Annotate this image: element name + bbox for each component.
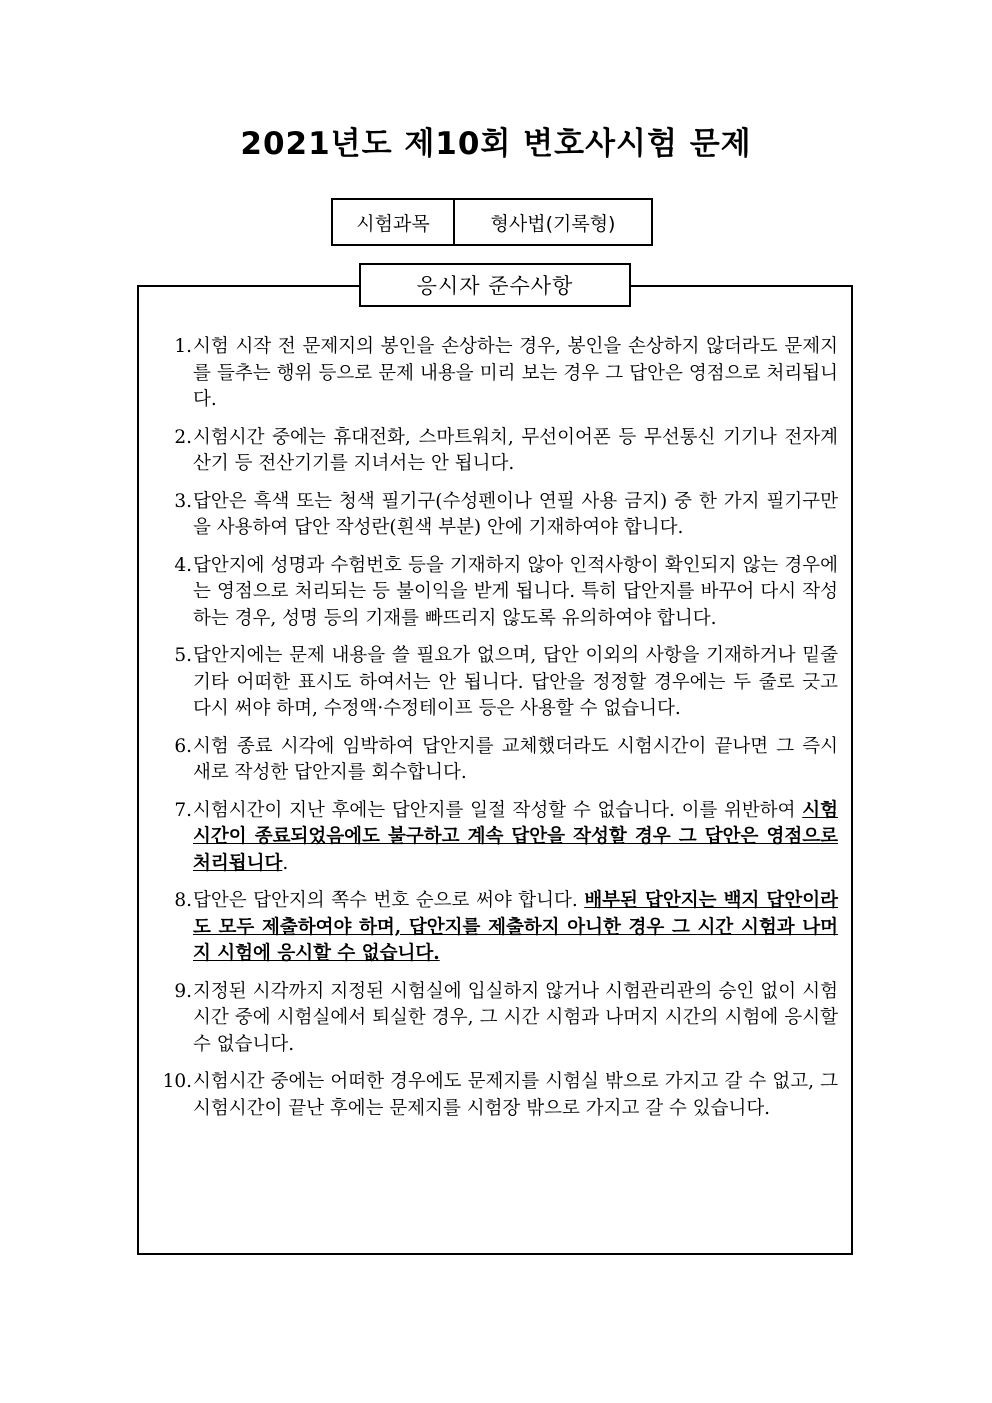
rule-number: 5.	[174, 645, 192, 666]
rule-text-tail: .	[282, 852, 289, 874]
rule-number: 6.	[174, 735, 192, 757]
rule-text: 시험시간 중에는 휴대전화, 스마트워치, 무선이어폰 등 무선통신 기기나 전자계산기 등 전산기기를 지녀서는 안 됩니다.	[193, 426, 838, 474]
rule-item	[156, 888, 838, 968]
rule-text-plain: 답안은 답안지의 쪽수 번호 순으로 써야 합니다.	[193, 890, 585, 911]
rule-item	[156, 643, 838, 723]
rule-text: 답안지에 성명과 수험번호 등을 기재하지 않아 인적사항이 확인되지 않는 경우에는 영점으로 처리되는 등 불이익을 받게 됩니다. 특히 답안지를 바꾸어 다시 작성하는 경우, 성명 등의 기재를 빠뜨리지 않도록 유의하여야 합니다.	[193, 554, 838, 629]
rule-number: 2.	[174, 426, 192, 448]
rule-item	[156, 798, 838, 878]
rule-text	[193, 798, 838, 878]
rule-number: 3.	[174, 490, 192, 512]
subject-table	[331, 198, 653, 246]
rules-list	[156, 334, 838, 1133]
rule-text-plain: 시험시간이 지난 후에는 답안지를 일절 작성할 수 없습니다. 이를 위반하여	[193, 799, 803, 821]
rule-text-emphasis: 시험시간이 종료되었음에도 불구하고 계속 답안을 작성할 경우 그 답안은 영점으로 처리됩니다	[193, 799, 838, 874]
rule-text: 답안은 흑색 또는 청색 필기구(수성펜이나 연필 사용 금지) 중 한 가지 필기구만을 사용하여 답안 작성란(흰색 부분) 안에 기재하여야 합니다.	[193, 490, 838, 538]
rule-text: 시험시간 중에는 어떠한 경우에도 문제지를 시험실 밖으로 가지고 갈 수 없고, 그 시험시간이 끝난 후에는 문제지를 시험장 밖으로 가지고 갈 수 있습니다.	[193, 1071, 838, 1119]
rule-item	[156, 553, 838, 633]
page-title: 2021년도 제10회 변호사시험 문제	[240, 126, 752, 162]
rule-number: 8.	[174, 890, 192, 911]
rule-item	[156, 334, 838, 414]
rule-number: 1.	[174, 336, 192, 357]
rule-text: 지정된 시각까지 지정된 시험실에 입실하지 않거나 시험관리관의 승인 없이 시험시간 중에 시험실에서 퇴실한 경우, 그 시간 시험과 나머지 시간의 시험에 응시할 수 없습니다.	[193, 980, 838, 1055]
rule-text: 시험 종료 시각에 임박하여 답안지를 교체했더라도 시험시간이 끝나면 그 즉시 새로 작성한 답안지를 회수합니다.	[193, 735, 838, 783]
rule-item	[156, 425, 838, 478]
rule-item	[156, 1069, 838, 1122]
subject-value: 형사법(기록형)	[490, 212, 616, 235]
rule-text	[193, 888, 838, 968]
rule-text: 답안지에는 문제 내용을 쓸 필요가 없으며, 답안 이외의 사항을 기재하거나 밑줄 기타 어떠한 표시도 하여서는 안 됩니다. 답안을 정정할 경우에는 두 줄로 긋고 다시 써야 하며, 수정액·수정테이프 등은 사용할 수 없습니다.	[193, 645, 838, 719]
rule-text: 시험 시작 전 문제지의 봉인을 손상하는 경우, 봉인을 손상하지 않더라도 문제지를 들추는 행위 등으로 문제 내용을 미리 보는 경우 그 답안은 영점으로 처리됩니다.	[193, 336, 838, 410]
rule-item	[156, 979, 838, 1059]
rule-number: 7.	[174, 799, 192, 821]
rule-number: 4.	[174, 554, 192, 576]
rule-item	[156, 734, 838, 787]
subject-label: 시험과목	[333, 200, 455, 244]
rule-item	[156, 489, 838, 542]
notice-title: 응시자 준수사항	[359, 263, 631, 307]
rule-text-emphasis: 배부된 답안지는 백지 답안이라도 모두 제출하여야 하며, 답안지를 제출하지 아니한 경우 그 시간 시험과 나머지 시험에 응시할 수 없습니다.	[193, 890, 838, 964]
rule-number: 10.	[162, 1071, 192, 1092]
rule-number: 9.	[174, 980, 192, 1002]
